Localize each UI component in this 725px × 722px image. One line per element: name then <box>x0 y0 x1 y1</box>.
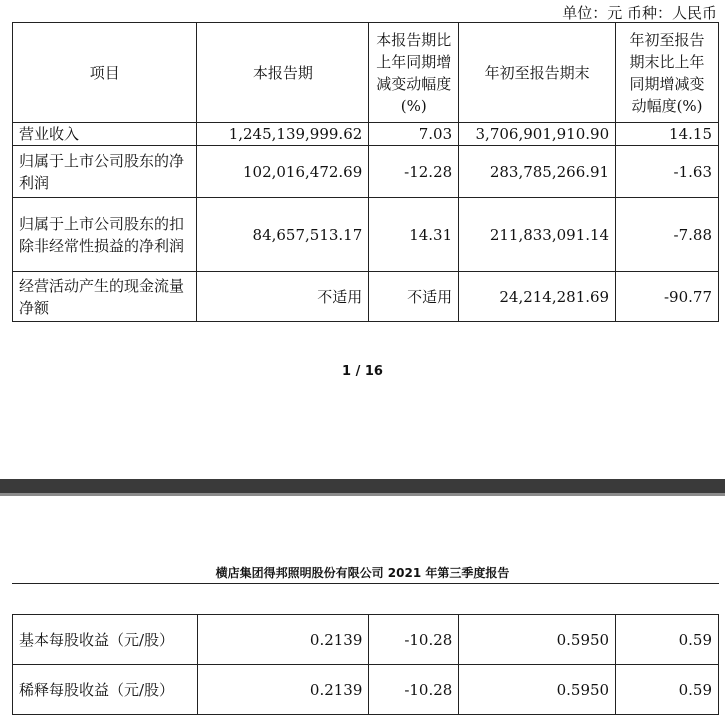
financial-summary-table <box>12 22 719 322</box>
unit-currency-label: 单位：元 币种：人民币 <box>562 4 717 22</box>
row-item: 营业收入 <box>13 123 197 146</box>
table-row <box>13 665 719 715</box>
cell-current: 102,016,472.69 <box>197 146 369 198</box>
row-item: 经营活动产生的现金流量净额 <box>13 272 197 322</box>
header-item: 项目 <box>13 23 197 123</box>
cell-ytd: 24,214,281.69 <box>459 272 616 322</box>
cell-current-change: 14.31 <box>369 198 459 272</box>
header-ytd-change: 年初至报告期末比上年同期增减变动幅度(%) <box>616 23 719 123</box>
cell-ytd-change: 0.59 <box>616 665 719 715</box>
cell-ytd: 283,785,266.91 <box>459 146 616 198</box>
cell-current: 0.2139 <box>197 615 369 665</box>
row-item: 归属于上市公司股东的净利润 <box>13 146 197 198</box>
table-header-row <box>13 23 719 123</box>
eps-table <box>12 614 719 715</box>
cell-current: 不适用 <box>197 272 369 322</box>
cell-ytd-change: -90.77 <box>616 272 719 322</box>
cell-ytd-change: 0.59 <box>616 615 719 665</box>
table-row <box>13 615 719 665</box>
table-row <box>13 272 719 322</box>
cell-ytd: 0.5950 <box>459 665 616 715</box>
cell-ytd-change: -1.63 <box>616 146 719 198</box>
header-current-change: 本报告期比上年同期增减变动幅度(%) <box>369 23 459 123</box>
table-row <box>13 198 719 272</box>
cell-ytd-change: 14.15 <box>616 123 719 146</box>
cell-current-change: -12.28 <box>369 146 459 198</box>
row-item: 稀释每股收益（元/股） <box>13 665 198 715</box>
title-rule <box>12 583 719 584</box>
header-current-period: 本报告期 <box>197 23 369 123</box>
cell-current: 1,245,139,999.62 <box>197 123 369 146</box>
page-separator <box>0 479 725 493</box>
cell-ytd: 3,706,901,910.90 <box>459 123 616 146</box>
table-row <box>13 123 719 146</box>
cell-current-change: -10.28 <box>369 615 459 665</box>
row-item: 归属于上市公司股东的扣除非经常性损益的净利润 <box>13 198 197 272</box>
cell-ytd: 211,833,091.14 <box>459 198 616 272</box>
cell-current-change: -10.28 <box>369 665 459 715</box>
cell-current: 0.2139 <box>197 665 369 715</box>
cell-ytd-change: -7.88 <box>616 198 719 272</box>
document-title: 横店集团得邦照明股份有限公司 2021 年第三季度报告 <box>215 566 510 580</box>
header-ytd: 年初至报告期末 <box>459 23 616 123</box>
cell-current-change: 不适用 <box>369 272 459 322</box>
row-item: 基本每股收益（元/股） <box>13 615 198 665</box>
cell-current-change: 7.03 <box>369 123 459 146</box>
page-separator-shadow <box>0 493 725 496</box>
page-number: 1 / 16 <box>342 364 383 379</box>
cell-ytd: 0.5950 <box>459 615 616 665</box>
table-row <box>13 146 719 198</box>
cell-current: 84,657,513.17 <box>197 198 369 272</box>
